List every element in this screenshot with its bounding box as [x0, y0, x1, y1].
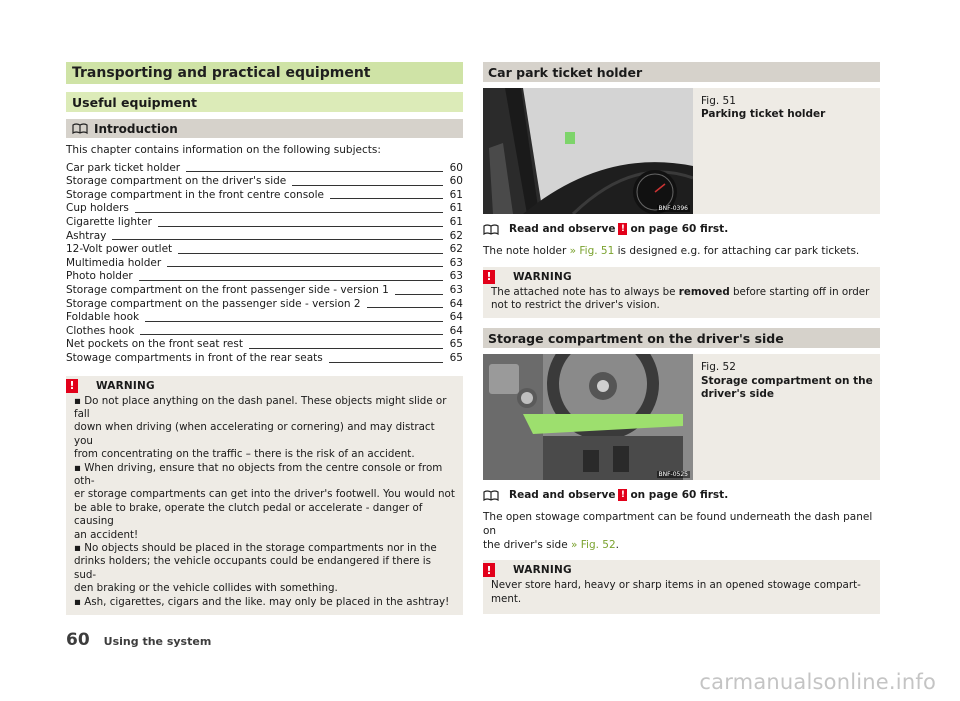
toc-page: 63: [449, 270, 463, 283]
warning-box-2: [483, 267, 880, 319]
toc-page: 64: [449, 297, 463, 310]
toc-page: 61: [449, 202, 463, 215]
warning-icon: !: [618, 489, 627, 501]
warning-line: not to restrict the driver's vision.: [491, 299, 660, 311]
toc-title: Storage compartment on the front passenger side - version 1: [66, 283, 389, 296]
figure-52-caption: [693, 354, 873, 480]
read-prefix: Read and observe: [509, 223, 616, 235]
section-title: Useful equipment: [66, 92, 463, 112]
body-text: the driver's side: [483, 538, 572, 551]
warning-label: WARNING: [513, 270, 572, 283]
body-text: The open stowage compartment can be found underneath the dash panel on: [483, 511, 873, 537]
dashboard-illustration: [483, 354, 693, 480]
toc-title: Storage compartment in the front centre console: [66, 188, 324, 201]
watermark: carmanualsonline.info: [699, 670, 936, 694]
right-column: [483, 62, 880, 614]
figure-51-image: [483, 88, 693, 214]
body-text-2: [483, 511, 880, 552]
warning-box-3: [483, 560, 880, 614]
toc-title: Multimedia holder: [66, 256, 162, 269]
warning-icon: !: [618, 223, 627, 235]
warning-label: WARNING: [513, 564, 572, 577]
warning-line: [491, 286, 872, 299]
toc-item[interactable]: [66, 230, 463, 244]
toc-leader: [140, 334, 443, 335]
toc-title: Cup holders: [66, 202, 129, 215]
figure-52-code: BNF-0525: [658, 471, 688, 479]
figure-51: [483, 88, 880, 214]
warning-icon: !: [483, 270, 495, 284]
warning-header: [66, 378, 455, 394]
toc-title: Stowage compartments in front of the rear seats: [66, 351, 323, 364]
windshield-illustration: [483, 88, 693, 214]
toc-item[interactable]: [66, 189, 463, 203]
figure-52: [483, 354, 880, 480]
warning-line: ▪ No objects should be placed in the storage compartments nor in the: [74, 541, 437, 554]
warning-line: ▪ Do not place anything on the dash panel. These objects might slide or fall: [74, 394, 447, 420]
warning-icon: !: [483, 563, 495, 577]
warning-line: den braking or the vehicle collides with something.: [74, 582, 338, 595]
book-icon: [72, 123, 88, 134]
toc-item[interactable]: [66, 338, 463, 352]
toc-title: Net pockets on the front seat rest: [66, 338, 243, 351]
warning-line: ▪ When driving, ensure that no objects from the centre console or from oth-: [74, 461, 443, 487]
toc-item[interactable]: [66, 298, 463, 312]
toc-leader: [112, 239, 443, 240]
toc-leader: [139, 280, 443, 281]
figure-52-title-line1: Storage compartment on the: [701, 374, 873, 387]
body-text: is designed e.g. for attaching car park tickets.: [614, 245, 860, 257]
table-of-contents: [66, 162, 463, 366]
toc-page: 65: [449, 351, 463, 364]
figure-51-caption: [693, 88, 825, 214]
read-prefix: Read and observe: [509, 489, 616, 502]
body-text: The note holder: [483, 245, 570, 257]
warning-text: [74, 395, 455, 610]
body-text-1: [483, 245, 880, 259]
warning-icon: !: [66, 379, 78, 393]
toc-title: Cigarette lighter: [66, 215, 152, 228]
subsection-title: Introduction: [94, 121, 178, 136]
figure-51-title: Parking ticket holder: [701, 108, 826, 121]
toc-page: 64: [449, 311, 463, 324]
read-observe-row-1: [483, 222, 880, 236]
toc-title: Photo holder: [66, 270, 133, 283]
subsection-bar: [66, 119, 463, 138]
page-number: 60: [66, 630, 90, 650]
toc-leader: [186, 171, 443, 172]
toc-page: 65: [449, 338, 463, 351]
warning-header: [483, 562, 872, 578]
read-observe-row-2: [483, 488, 880, 502]
toc-item[interactable]: [66, 352, 463, 366]
chapter-title: Transporting and practical equipment: [66, 62, 463, 84]
toc-item[interactable]: [66, 243, 463, 257]
page-footer: [66, 630, 211, 650]
toc-item[interactable]: [66, 162, 463, 176]
figure-52-link[interactable]: » Fig. 52: [571, 538, 616, 551]
warning-line: ▪ Ash, cigarettes, cigars and the like. may only be placed in the ashtray!: [74, 595, 450, 608]
toc-item[interactable]: [66, 325, 463, 339]
toc-leader: [292, 185, 443, 186]
warning-label: WARNING: [96, 379, 155, 392]
figure-52-label: Fig. 52: [701, 361, 736, 374]
warning-text: The attached note has to always be: [491, 285, 679, 298]
toc-page: 61: [449, 188, 463, 201]
toc-item[interactable]: [66, 270, 463, 284]
toc-page: 63: [449, 283, 463, 296]
toc-item[interactable]: [66, 257, 463, 271]
warning-line: from concentrating on the traffic – there is the risk of an accident.: [74, 448, 415, 461]
warning-emphasis: removed: [678, 285, 730, 298]
toc-title: Storage compartment on the passenger side - version 2: [66, 297, 361, 310]
toc-item[interactable]: [66, 175, 463, 189]
toc-leader: [167, 266, 443, 267]
toc-title: Foldable hook: [66, 311, 140, 324]
toc-page: 64: [449, 324, 463, 337]
warning-line: Never store hard, heavy or sharp items in an opened stowage compart-: [491, 579, 861, 592]
toc-page: 61: [449, 215, 463, 228]
toc-title: Ashtray: [66, 229, 107, 242]
toc-title: 12-Volt power outlet: [66, 243, 173, 256]
body-text: .: [615, 538, 620, 551]
toc-leader: [178, 253, 443, 254]
toc-item[interactable]: [66, 284, 463, 298]
warning-text: before starting off in order: [729, 285, 870, 298]
toc-leader: [158, 226, 443, 227]
toc-page: 63: [449, 256, 463, 269]
read-suffix: on page 60 first.: [630, 223, 729, 235]
toc-title: Car park ticket holder: [66, 161, 181, 174]
toc-leader: [249, 348, 443, 349]
toc-leader: [145, 321, 443, 322]
toc-item[interactable]: [66, 311, 463, 325]
section-title-car-park: Car park ticket holder: [483, 62, 880, 82]
figure-52-image: [483, 354, 693, 480]
toc-title: Storage compartment on the driver's side: [66, 175, 287, 188]
toc-page: 60: [449, 161, 463, 174]
figure-51-link[interactable]: » Fig. 51: [569, 245, 615, 257]
toc-leader: [367, 307, 443, 308]
toc-leader: [135, 212, 443, 213]
warning-line: er storage compartments can get into the driver's footwell. You would not: [74, 488, 455, 501]
warning-line: an accident!: [74, 528, 139, 541]
warning-box: [66, 376, 463, 616]
toc-leader: [330, 198, 443, 199]
toc-leader: [329, 362, 443, 363]
toc-page: 62: [449, 229, 463, 242]
toc-item[interactable]: [66, 202, 463, 216]
toc-page: 60: [449, 175, 463, 188]
warning-line: drinks holders; the vehicle occupants could be endangered if there is sud-: [74, 555, 432, 581]
warning-line: be able to brake, operate the clutch pedal or accelerate - danger of causing: [74, 501, 423, 528]
left-column: [66, 62, 463, 615]
read-suffix: on page 60 first.: [630, 489, 729, 502]
toc-title: Clothes hook: [66, 324, 135, 337]
footer-section: Using the system: [103, 635, 212, 648]
figure-51-code: BNF-0396: [658, 205, 688, 212]
intro-text: This chapter contains information on the following subjects:: [66, 144, 381, 156]
toc-page: 62: [449, 243, 463, 256]
warning-header: [483, 269, 872, 285]
toc-leader: [395, 294, 443, 295]
figure-51-label: Fig. 51: [701, 95, 736, 107]
section-title-storage: Storage compartment on the driver's side: [483, 328, 880, 348]
book-icon: [483, 224, 499, 235]
warning-line: ment.: [491, 592, 522, 605]
book-icon: [483, 490, 499, 501]
warning-line: down when driving (when accelerating or cornering) and may distract you: [74, 421, 435, 447]
toc-item[interactable]: [66, 216, 463, 230]
figure-52-title-line2: driver's side: [701, 388, 775, 401]
